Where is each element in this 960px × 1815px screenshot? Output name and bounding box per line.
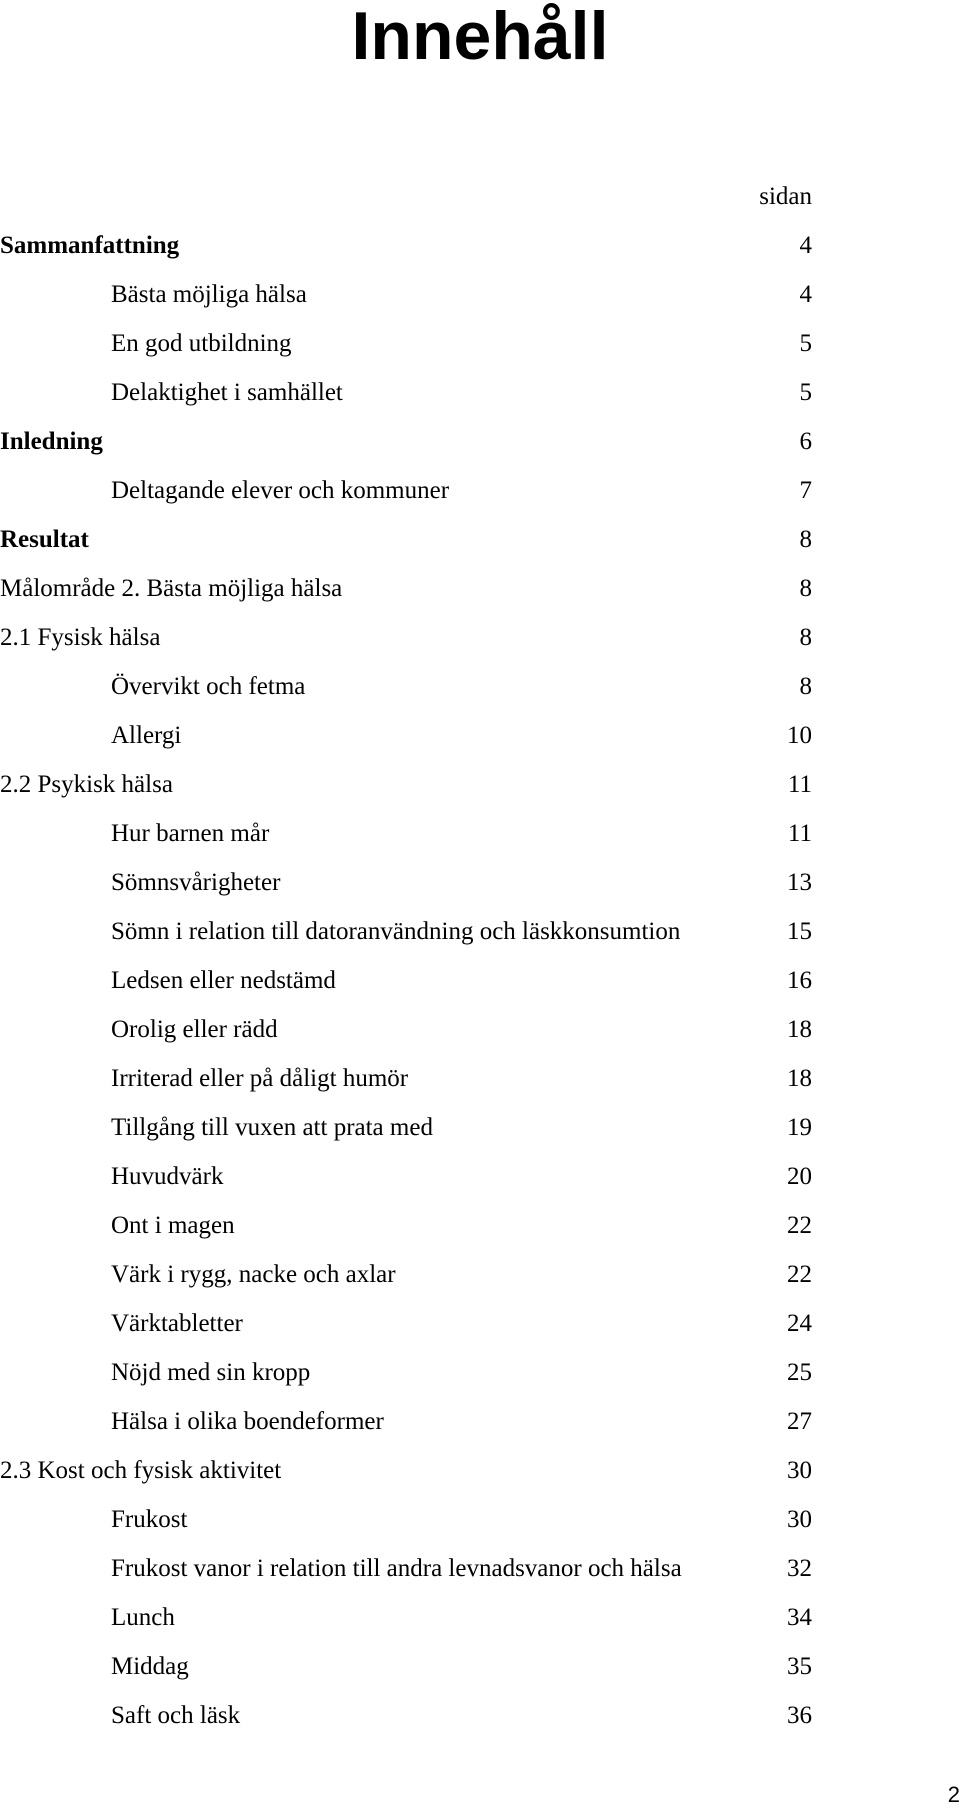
toc-entry-label: Allergi	[111, 722, 182, 749]
toc-entry[interactable]	[0, 515, 812, 564]
toc-entry-page: 24	[787, 1310, 812, 1337]
toc-entry[interactable]	[0, 1103, 812, 1152]
page-number: 2	[947, 1782, 960, 1807]
page-column-header: sidan	[759, 183, 812, 210]
toc-entry[interactable]	[0, 1299, 812, 1348]
toc-entry-label: Inledning	[0, 428, 103, 455]
toc-entry-page: 18	[787, 1065, 812, 1092]
toc-entry[interactable]	[0, 711, 812, 760]
toc-entry-page: 32	[787, 1555, 812, 1582]
toc-entry-page: 8	[799, 526, 812, 553]
toc-entry[interactable]	[0, 564, 812, 613]
toc-entry-page: 22	[787, 1212, 812, 1239]
toc-entry-page: 19	[787, 1114, 812, 1141]
toc-entry-label: Ont i magen	[111, 1212, 235, 1239]
toc-entry-label: Sömn i relation till datoranvändning och läskkonsumtion	[111, 918, 681, 945]
toc-entry-label: Hur barnen mår	[111, 820, 270, 847]
toc-entry-label: Deltagande elever och kommuner	[111, 477, 450, 504]
toc-entry-page: 8	[799, 673, 812, 700]
toc-entry[interactable]	[0, 1054, 812, 1103]
toc-entry[interactable]	[0, 907, 812, 956]
toc-entry[interactable]	[0, 1446, 812, 1495]
toc-entry-label: Lunch	[111, 1604, 175, 1631]
toc-entry-label: Middag	[111, 1653, 189, 1680]
toc-entry-label: Nöjd med sin kropp	[111, 1359, 311, 1386]
toc-entry-page: 16	[787, 967, 812, 994]
toc-entry[interactable]	[0, 809, 812, 858]
toc-entry[interactable]	[0, 1593, 812, 1642]
toc-entry-label: Frukost vanor i relation till andra levnadsvanor och hälsa	[111, 1555, 682, 1582]
toc-entry[interactable]	[0, 858, 812, 907]
toc-entry-page: 30	[787, 1506, 812, 1533]
toc-entry[interactable]	[0, 1691, 812, 1740]
toc-entry[interactable]	[0, 1397, 812, 1446]
toc-entry-page: 27	[787, 1408, 812, 1435]
toc-entry-page: 30	[787, 1457, 812, 1484]
toc-entry-page: 6	[799, 428, 812, 455]
toc-entry[interactable]	[0, 1495, 812, 1544]
toc-entry[interactable]	[0, 1152, 812, 1201]
toc-entry-page: 36	[787, 1702, 812, 1729]
toc-entry-label: Orolig eller rädd	[111, 1016, 278, 1043]
toc-entry[interactable]	[0, 1250, 812, 1299]
toc-entries	[0, 221, 812, 1740]
toc-entry-label: Målområde 2. Bästa möjliga hälsa	[0, 575, 343, 602]
toc-entry-label: Huvudvärk	[111, 1163, 224, 1190]
toc-entry[interactable]	[0, 1642, 812, 1691]
toc-entry-label: Tillgång till vuxen att prata med	[111, 1114, 433, 1141]
toc-entry-label: Irriterad eller på dåligt humör	[111, 1065, 409, 1092]
toc-entry-label: Övervikt och fetma	[111, 673, 306, 700]
toc-entry-label: Resultat	[0, 526, 89, 553]
toc-entry-page: 15	[787, 918, 812, 945]
toc-entry-label: En god utbildning	[111, 330, 292, 357]
toc-entry-page: 34	[787, 1604, 812, 1631]
toc-entry-page: 22	[787, 1261, 812, 1288]
toc-entry-page: 11	[787, 771, 812, 798]
toc-entry-label: Värktabletter	[111, 1310, 243, 1337]
toc-entry[interactable]	[0, 368, 812, 417]
toc-entry-label: 2.3 Kost och fysisk aktivitet	[0, 1457, 282, 1484]
toc-entry-label: 2.1 Fysisk hälsa	[0, 624, 161, 651]
toc-entry[interactable]	[0, 417, 812, 466]
table-of-contents	[0, 172, 812, 1740]
toc-entry-page: 4	[799, 281, 812, 308]
toc-entry[interactable]	[0, 956, 812, 1005]
toc-entry-page: 18	[787, 1016, 812, 1043]
toc-entry[interactable]	[0, 1201, 812, 1250]
toc-entry[interactable]	[0, 1348, 812, 1397]
toc-entry[interactable]	[0, 466, 812, 515]
toc-entry-label: Värk i rygg, nacke och axlar	[111, 1261, 396, 1288]
toc-entry[interactable]	[0, 1005, 812, 1054]
toc-entry-page: 4	[799, 232, 812, 259]
toc-entry-page: 35	[787, 1653, 812, 1680]
toc-entry-label: Frukost	[111, 1506, 188, 1533]
toc-entry-page: 5	[799, 379, 812, 406]
page-title: Innehåll	[351, 0, 609, 74]
toc-entry-page: 7	[799, 477, 812, 504]
toc-entry-label: 2.2 Psykisk hälsa	[0, 771, 173, 798]
toc-entry[interactable]	[0, 319, 812, 368]
toc-entry-page: 10	[787, 722, 812, 749]
toc-entry[interactable]	[0, 613, 812, 662]
toc-entry-page: 11	[787, 820, 812, 847]
toc-entry[interactable]	[0, 662, 812, 711]
toc-entry-label: Sömnsvårigheter	[111, 869, 281, 896]
toc-entry[interactable]	[0, 221, 812, 270]
toc-entry-label: Delaktighet i samhället	[111, 379, 343, 406]
toc-entry[interactable]	[0, 270, 812, 319]
toc-entry-label: Sammanfattning	[0, 232, 180, 259]
toc-entry[interactable]	[0, 760, 812, 809]
toc-entry-page: 25	[787, 1359, 812, 1386]
toc-entry-page: 8	[799, 575, 812, 602]
toc-entry-page: 20	[787, 1163, 812, 1190]
toc-entry-label: Ledsen eller nedstämd	[111, 967, 336, 994]
toc-entry-page: 5	[799, 330, 812, 357]
toc-entry-label: Bästa möjliga hälsa	[111, 281, 307, 308]
toc-entry-page: 8	[799, 624, 812, 651]
toc-entry-label: Hälsa i olika boendeformer	[111, 1408, 384, 1435]
toc-entry[interactable]	[0, 1544, 812, 1593]
toc-entry-page: 13	[787, 869, 812, 896]
toc-entry-label: Saft och läsk	[111, 1702, 241, 1729]
